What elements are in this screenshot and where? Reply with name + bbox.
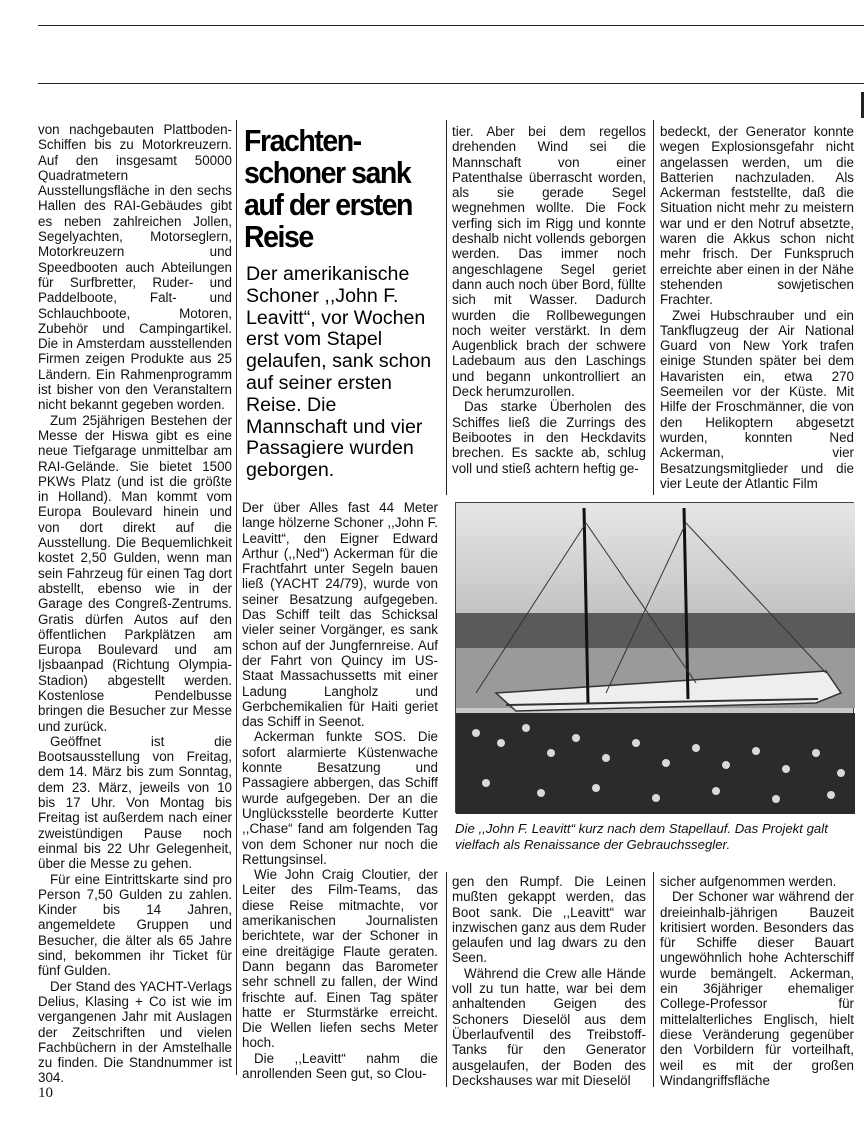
paragraph: gen den Rumpf. Die Leinen mußten gekappt werden, das Boot sank. Die ,,Leavitt“ war inzwischen ganz aus dem Ruder gelaufen und lag dwars zu den Seen. [452,874,646,966]
column-divider [653,872,654,1087]
paragraph: Für eine Eintrittskarte sind pro Person 7,50 Gulden zu zahlen. Kinder bis 14 Jahren, angemeldete Gruppen und Besucher, die älter als 65 Jahre sind, bekommen ihr Ticket für fünf Gulden. [38,871,232,979]
column-divider [653,120,654,495]
headline: Frachten-schoner sank auf der ersten Reise [244,123,413,254]
schooner-photo-graphic [456,503,855,814]
paragraph: von nachgebauten Plattboden-Schiffen bis zu Motorkreuzern. Auf den insgesamt 50000 Quadratmetern Ausstellungsfläche in den sechs Hallen des RAI-Gebäudes gibt es neben zahlreichen Jollen, Segelyachten, Motorseglern, Motorkreuzern und Speedbooten auch Abteilungen für Surfbretter, Ruder- und Paddelboote, Falt- und Schlauchboote, Motoren, Zubehör und Campingartikel. Die in Amsterdam ausstellenden Firmen zeigen Produkte aus 25 Ländern. Ein Rahmenprogramm ist bisher von den Veranstaltern nicht bekannt gegeben worden. [38,122,232,413]
article-column-4-bottom [660,874,854,1089]
paragraph: Geöffnet ist die Bootsausstellung von Freitag, dem 14. März bis zum Sonntag, dem 23. März, jeweils von 10 bis 17 Uhr. Von Montag bis Freitag ist außerdem nach einer zweistündigen Pause noch einmal bis 22 Uhr Gelegenheit, über die Messe zu gehen. [38,733,232,872]
top-rule [38,25,864,26]
column-divider [446,120,447,495]
paragraph: Der über Alles fast 44 Meter lange hölzerne Schoner ,,John F. Leavitt“, den Eigner Edward Arthur (,,Ned“) Ackerman für die Frachtfahrt unter Segeln bauen ließ (YACHT 24/79), wurde von seiner Besatzung aufgegeben. Das Schiff teilt das Schicksal vieler seiner Vorgänger, es sank schon auf der Jungfernreise. Auf der Fahrt von Quincy im US-Staat Massachussetts mit einer Ladung Langholz und Gerbchemikalien für Haiti geriet das Schiff in Seenot. [242,500,438,730]
paragraph: Während die Crew alle Hände voll zu tun hatte, war bei dem anhaltenden Geigen des Schoners Dieselöl aus dem Überlaufventil des Treibstoff-Tanks für den Generator ausgelaufen, der Boden des Deckshauses war mit Dieselöl [452,965,646,1088]
paragraph: Der Schoner war während der dreieinhalb-jährigen Bauzeit kritisiert worden. Besonders das für Schiffe dieser Bauart ungewöhnlich hohe Achterschiff wurde bemängelt. Ackerman, ein 36jähriger ehemaliger College-Professor für mittelalterliches Englisch, hielt diese Veränderung gegenüber den Vorbildern für vorteilhaft, weil es mit der großen Windangriffsfläche [660,889,854,1088]
paragraph: Der Stand des YACHT-Verlags Delius, Klasing + Co ist wie im vergangenen Jahr mit Auslagen der Zeitschriften und vielen Fachbüchern in der Amstelhalle zu finden. Die Standnummer ist 304. [38,978,232,1086]
paragraph: Zum 25jährigen Bestehen der Messe der Hiswa gibt es eine neue Tiefgarage unmittelbar am RAI-Gelände. Sie bietet 1500 PKWs Platz (und ist die größte in Holland). Man kommt vom Europa Boulevard hinein und von dort direkt auf die Ausstellung. Die Bequemlichkeit kostet 2,50 Gulden, wenn man sein Fahrzeug für einen Tag dort abstellt, ebenso wie in der Garage des Congreß-Zentrums. Gratis dürfen Autos auf den öffentlichen Parkplätzen am Europa Boulevard und am Ijsbaanpad (Richtung Olympia-Stadion) abgestellt werden. Kostenlose Pendelbusse bringen die Besucher zur Messe und zurück. [38,412,232,734]
article-column-1 [38,122,232,1086]
column-divider [236,120,237,1075]
article-column-2 [242,500,438,1085]
page-number: 10 [38,1085,53,1101]
paragraph: tier. Aber bei dem regellos drehenden Wind sei die Mannschaft von einer Patenthalse überrascht worden, als sie gerade Segel wegnehmen wollte. Die Fock verfing sich im Rigg und konnte deshalb nicht vollends geborgen werden. Das immer noch angeschlagene Segel geriet dann auch noch über Bord, füllte sich mit Wasser. Dadurch wurden die Rollbewegungen noch weiter verstärkt. In dem Augenblick brach der schwere Ladebaum aus den Laschings und begann unkontrolliert an Deck herumzurollen. [452,124,646,400]
header-rule [38,83,864,84]
paragraph: Zwei Hubschrauber und ein Tankflugzeug der Air National Guard von New York trafen einige Stunden später bei dem Havaristen ein, etwa 270 Seemeilen vor der Küste. Mit Hilfe der Froschmänner, die von den Helikoptern abgesetzt wurden, konnten Ned Ackerman, vier Besatzungsmitglieder und die vier Leute der Atlantic Film [660,307,854,491]
lead-text: Der amerikanische Schoner ,,John F. Leavitt“, vor Wochen erst vom Stapel gelaufen, sank schon auf seiner ersten Reise. Die Mannschaft und vier Passagiere wurden geborgen. [246,263,432,482]
article-column-3-bottom [452,874,646,1089]
column-divider [446,872,447,1087]
paragraph: Ackerman funkte SOS. Die sofort alarmierte Küstenwache konnte Besatzung und Passagiere abbergen, das Schiff wurde aufgegeben. Der an die Unglücksstelle beorderte Kutter ,,Chase“ fand am folgenden Tag von dem Schoner nur noch die Rettungsinsel. [242,729,438,867]
schooner-photo [455,502,854,813]
article-column-3-top [452,124,646,474]
photo-caption: Die ,,John F. Leavitt“ kurz nach dem Stapellauf. Das Projekt galt vielfach als Renaissance der Gebrauchssegler. [455,821,828,852]
paragraph: Das starke Überholen des Schiffes ließ die Zurrings des Beibootes in den Heckdavits brechen. Es sackte ab, schlug voll und stieß achtern heftig ge- [452,399,646,476]
paragraph: Wie John Craig Cloutier, der Leiter des Film-Teams, das diese Reise mitmachte, vor amerikanischen Journalisten berichtete, war der Schoner in eine dreitägige Flaute geraten. Dann begann das Barometer sehr schnell zu fallen, der Wind frischte auf. Einen Tag später hatte er Sturmstärke erreicht. Die Wellen liefen sechs Meter hoch. [242,867,438,1051]
article-column-4-top [660,124,854,504]
paragraph: sicher aufgenommen werden. [660,874,837,889]
paragraph: bedeckt, der Generator konnte wegen Explosionsgefahr nicht angelassen werden, um die Batterien nachzuladen. Als Ackerman feststellte, daß die Situation nicht mehr zu meistern war und er den Notruf absetzte, waren die Akkus schon nicht mehr frisch. Der Funkspruch erreichte aber einen in der Nähe stehenden sowjetischen Frachter. [660,124,854,308]
paragraph: Die ,,Leavitt“ nahm die anrollenden Seen gut, so Clou- [242,1050,438,1081]
